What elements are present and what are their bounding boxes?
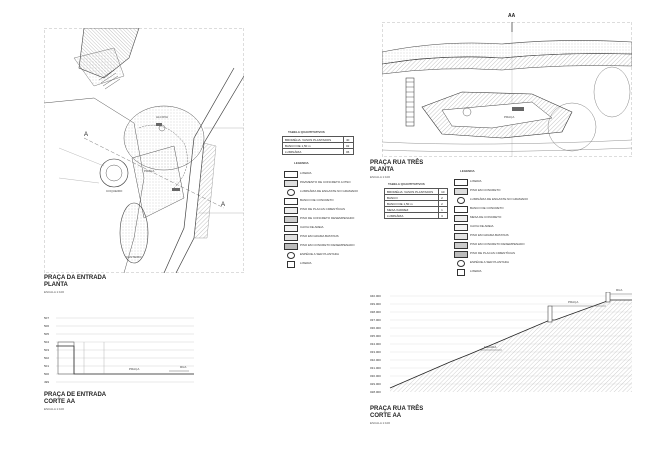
section-label-praca: PRAÇA (568, 300, 579, 304)
legend-text: LUMINÁRIA DE ENGASTE NO GRAMADO (470, 197, 529, 201)
y-tick: 501 (44, 364, 50, 368)
y-tick: 031.000 (370, 366, 381, 370)
table-cell: BROMÉLIA: VASOS PLANTADOS (283, 137, 344, 143)
legend-swatch (457, 269, 465, 276)
legend-text: BANCO DE CONCRETO (300, 198, 334, 202)
legend-swatch (284, 216, 298, 223)
y-tick: 506 (44, 324, 50, 328)
corte-entrada-scale: ESCALA 1:100 (44, 407, 65, 411)
table-cell: MESA XADREZ (385, 207, 439, 213)
legend-swatch (457, 260, 465, 267)
table-cell: 06 (344, 149, 354, 155)
legend-text: PISO EM GRAMA BATATAIS (300, 234, 339, 238)
legend-swatch (287, 189, 295, 196)
table-title: TABELA QUANTITATIVOS (288, 130, 325, 134)
plan-label-praca: PRAÇA (144, 169, 155, 173)
legend-text: PISO EM CONCRETO DESEMPENADO (470, 242, 525, 246)
y-tick: 505 (44, 332, 50, 336)
section-drawing (44, 316, 194, 386)
legend-entrada (284, 162, 364, 272)
legend-text: LIXEIRA (300, 261, 312, 265)
planta-entrada-subtitle: PLANTA (44, 282, 68, 288)
y-tick: 032.000 (370, 358, 381, 362)
legend-text: PISO EM CONCRETO (470, 188, 501, 192)
legend-text: PISO DE PLACAS CIMENTÍCIAS (470, 251, 516, 255)
plan-drawing (44, 28, 244, 273)
planta-rua-tres-scale: ESCALA 1:100 (370, 175, 391, 179)
legend-swatch (454, 251, 468, 258)
legend-swatch (454, 233, 468, 240)
table-cell: BANCO DE 1,50 m (283, 143, 344, 149)
legend-text: PAVIMENTO DE CONCRETO A PISO (300, 180, 351, 184)
plan-label-alcova: ALCOVA (156, 115, 168, 119)
table-cell: LUMINÁRIA (385, 213, 439, 219)
section-label-escada: ESCADA (484, 345, 497, 349)
legend-swatch (457, 197, 465, 204)
legend-text: LIXEIRA (470, 179, 482, 183)
y-tick: 039.000 (370, 302, 381, 306)
corte-entrada-title: PRAÇA DE ENTRADA (44, 392, 107, 398)
legend-text: PISO EM GRAMA BATATAIS (470, 233, 509, 237)
plan-label-canteiro: CANTEIRO (126, 255, 142, 259)
legend-text: PISO EM CONCRETO DESEMPENADO (300, 243, 355, 247)
legend-swatch (454, 224, 468, 231)
legend-swatch (287, 252, 295, 259)
table-cell: BROMÉLIA: VASOS PLANTADOS (385, 189, 439, 195)
y-tick: 038.000 (370, 310, 381, 314)
legend-text: ESPÉCIE A SER PLANTADA (470, 260, 509, 264)
legend-text: LIXEIRA (300, 171, 312, 175)
y-tick: 503 (44, 348, 50, 352)
corte-rua-tres-title: PRAÇA RUA TRÊS (370, 406, 424, 412)
y-tick: 500 (44, 372, 50, 376)
y-tick: 037.000 (370, 318, 381, 322)
table-cell: BANCO (385, 195, 439, 201)
table-cell: 2 (439, 195, 448, 201)
legend-title: LEGENDA (294, 161, 309, 165)
legend-swatch (284, 180, 298, 187)
y-tick: 030.000 (370, 374, 381, 378)
y-tick: 502 (44, 356, 50, 360)
section-label-rua: RUA (180, 365, 187, 369)
legend-swatch (284, 207, 298, 214)
legend-text: MESA DE CONCRETO (470, 215, 502, 219)
legend-swatch (284, 243, 298, 250)
legend-swatch (284, 234, 298, 241)
table-cell: LUMINÁRIA (283, 149, 344, 155)
legend-swatch (284, 198, 298, 205)
plan-drawing (382, 22, 632, 157)
planta-rua-tres-subtitle: PLANTA (370, 167, 394, 173)
svg-text:A: A (84, 132, 89, 138)
legend-text: BANCO DE CONCRETO (470, 206, 504, 210)
section-drawing (370, 292, 632, 392)
plan-label-praca: PRAÇA (504, 115, 515, 119)
table-cell: 1 (439, 207, 448, 213)
legend-text: PISO DE CONCRETO DESEMPENADO (300, 216, 355, 220)
y-tick: 040.000 (370, 294, 381, 298)
legend-text: PISO DE PLACAS CIMENTÍCIAS (300, 207, 346, 211)
y-tick: 036.000 (370, 326, 381, 330)
planta-entrada-scale: ESCALA 1:100 (44, 290, 65, 294)
legend-text: CAIXA DE AREIA (470, 224, 494, 228)
svg-text:A: A (221, 202, 226, 208)
legend-text: LIXEIRA (470, 269, 482, 273)
legend-rua-tres (454, 170, 534, 275)
y-tick: 507 (44, 316, 50, 320)
section-label-praca: PRAÇA (129, 367, 140, 371)
table-title: TABELA QUANTITATIVOS (388, 182, 425, 186)
legend-swatch (454, 188, 468, 195)
table-cell: 10 (439, 189, 448, 195)
table-cell: 40 (344, 137, 354, 143)
corte-entrada-subtitle: CORTE AA (44, 399, 76, 405)
praca-entrada-planta (44, 28, 244, 273)
praca-rua-tres-corte (370, 288, 632, 394)
legend-swatch (454, 215, 468, 222)
section-label-rua: RUA (616, 288, 623, 292)
legend-swatch (454, 206, 468, 213)
table-cell: 2 (439, 201, 448, 207)
praca-rua-tres-planta (382, 22, 632, 157)
plan-label-coqueiro: COQUEIRO (106, 189, 123, 193)
y-tick: 034.000 (370, 342, 381, 346)
legend-swatch (454, 179, 468, 186)
corte-rua-tres-scale: ESCALA 1:100 (370, 421, 391, 425)
table-cell: BANCO DE 1,50 m (385, 201, 439, 207)
legend-text: LUMINÁRIA DE ENGASTE NO GRAMADO (300, 189, 359, 193)
y-tick: 033.000 (370, 350, 381, 354)
planta-rua-tres-title: PRAÇA RUA TRÊS (370, 160, 424, 166)
section-marker-aa: AA (508, 13, 516, 19)
legend-text: ESPÉCIE A SER PLANTADA (300, 252, 339, 256)
legend-swatch (284, 225, 298, 232)
legend-swatch (454, 242, 468, 249)
legend-text: CAIXA DE AREIA (300, 225, 324, 229)
y-tick: 504 (44, 340, 50, 344)
table-cell: 02 (344, 143, 354, 149)
y-tick: 499 (44, 380, 50, 384)
legend-swatch (284, 171, 298, 178)
planta-entrada-title: PRAÇA DA ENTRADA (44, 275, 107, 281)
y-tick: 035.000 (370, 334, 381, 338)
corte-rua-tres-subtitle: CORTE AA (370, 413, 402, 419)
legend-title: LEGENDA (460, 169, 475, 173)
praca-entrada-corte (44, 316, 194, 386)
y-tick: 029.000 (370, 382, 381, 386)
legend-swatch (287, 261, 295, 268)
table-cell: 3 (439, 213, 448, 219)
y-tick: 028.000 (370, 390, 381, 394)
